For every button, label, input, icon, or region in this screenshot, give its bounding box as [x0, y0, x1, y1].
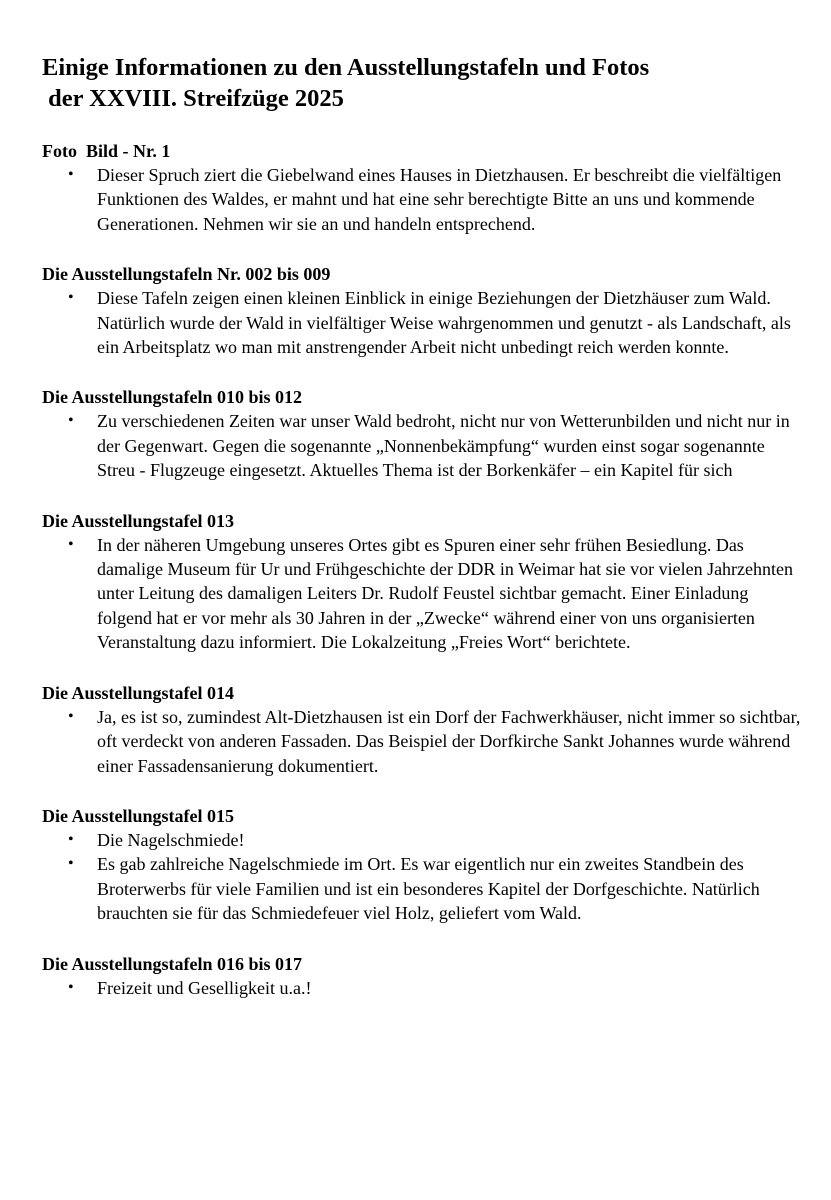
bullet-icon: • [68, 535, 74, 553]
section-foto-bild-1 [42, 139, 802, 236]
bullet-icon: • [68, 412, 74, 430]
bullet-list [42, 286, 802, 359]
bullet-icon: • [68, 978, 74, 996]
section-tafeln-002-009 [42, 262, 802, 359]
bullet-list [42, 828, 802, 926]
document-page [42, 52, 802, 1000]
list-item-text: In der näheren Umgebung unseres Ortes gibt es Spuren einer sehr frühen Besiedlung. Das damalige Museum für Ur und Frühgeschichte der DDR in Weimar hat sie vor vielen Jahrzehnten unter Leitung des damaligen Leiters Dr. Rudolf Feustel sichtbar gemacht. Einer Einladung folgend hat er vor mehr als 30 Jahren in der „Zwecke“ während einer von uns organisierten Veranstaltung dazu informiert. Die Lokalzeitung „Freies Wort“ berichtete. [97, 534, 794, 653]
section-heading: Die Ausstellungstafeln Nr. 002 bis 009 [42, 264, 331, 285]
document-title: Einige Informationen zu den Ausstellungstafeln und Fotos der XXVIII. Streifzüge 2025 [42, 54, 650, 112]
bullet-list [42, 409, 802, 482]
list-item-text: Die Nagelschmiede! [97, 829, 245, 850]
list-item-text: Dieser Spruch ziert die Giebelwand eines Hauses in Dietzhausen. Er beschreibt die vielfältigen Funktionen des Waldes, er mahnt und hat eine sehr berechtigte Bitte an uns und kommende Generationen. Nehmen wir sie an und handeln entsprechend. [97, 165, 782, 234]
section-heading: Die Ausstellungstafel 013 [42, 510, 235, 531]
section-heading: Die Ausstellungstafel 015 [42, 805, 235, 826]
section-tafeln-010-012 [42, 385, 802, 482]
list-item-text: Es gab zahlreiche Nagelschmiede im Ort. Es war eigentlich nur ein zweites Standbein des Broterwerbs für viele Familien und ist ein besonderes Kapitel der Dorfgeschichte. Natürlich brauchten sie für das Schmiedefeuer viel Holz, geliefert vom Wald. [97, 854, 760, 924]
section-heading: Die Ausstellungstafeln 016 bis 017 [42, 953, 303, 974]
list-item [42, 163, 802, 236]
list-item [42, 409, 802, 482]
list-item [42, 976, 802, 1000]
list-item [42, 705, 802, 778]
section-tafel-014 [42, 681, 802, 778]
bullet-list [42, 533, 802, 655]
section-heading: Die Ausstellungstafel 014 [42, 682, 235, 703]
list-item-text: Zu verschiedenen Zeiten war unser Wald bedroht, nicht nur von Wetterunbilden und nicht nur in der Gegenwart. Gegen die sogenannte „Nonnenbekämpfung“ wurden einst sogar sogenannte Streu - Flugzeuge eingesetzt. Aktuelles Thema ist der Borkenkäfer – ein Kapitel für sich [97, 411, 790, 481]
bullet-icon: • [68, 855, 74, 873]
bullet-icon: • [68, 289, 74, 307]
section-heading: Die Ausstellungstafeln 010 bis 012 [42, 387, 303, 408]
bullet-icon: • [68, 707, 74, 725]
list-item [42, 533, 802, 655]
list-item [42, 286, 802, 359]
section-heading: Foto Bild - Nr. 1 [42, 141, 171, 161]
list-item [42, 852, 802, 925]
list-item-text: Ja, es ist so, zumindest Alt-Dietzhausen ist ein Dorf der Fachwerkhäuser, nicht immer so sichtbar, oft verdeckt von anderen Fassaden. Das Beispiel der Dorfkirche Sankt Johannes wurde während einer Fassadensanierung dokumentiert. [97, 706, 801, 776]
section-tafeln-016-017 [42, 952, 802, 1000]
list-item-text: Freizeit und Geselligkeit u.a.! [97, 977, 312, 998]
list-item [42, 828, 802, 852]
list-item-text: Diese Tafeln zeigen einen kleinen Einblick in einige Beziehungen der Dietzhäuser zum Wald. Natürlich wurde der Wald in vielfältiger Weise wahrgenommen und genutzt - als Landschaft, als ein Arbeitsplatz wo man mit anstrengender Arbeit nicht unbedingt reich werden konnte. [97, 288, 791, 358]
section-tafel-013 [42, 509, 802, 655]
bullet-list [42, 705, 802, 778]
bullet-icon: • [68, 830, 74, 848]
bullet-list [42, 163, 802, 236]
bullet-list [42, 976, 802, 1000]
section-tafel-015 [42, 804, 802, 926]
bullet-icon: • [68, 166, 74, 183]
